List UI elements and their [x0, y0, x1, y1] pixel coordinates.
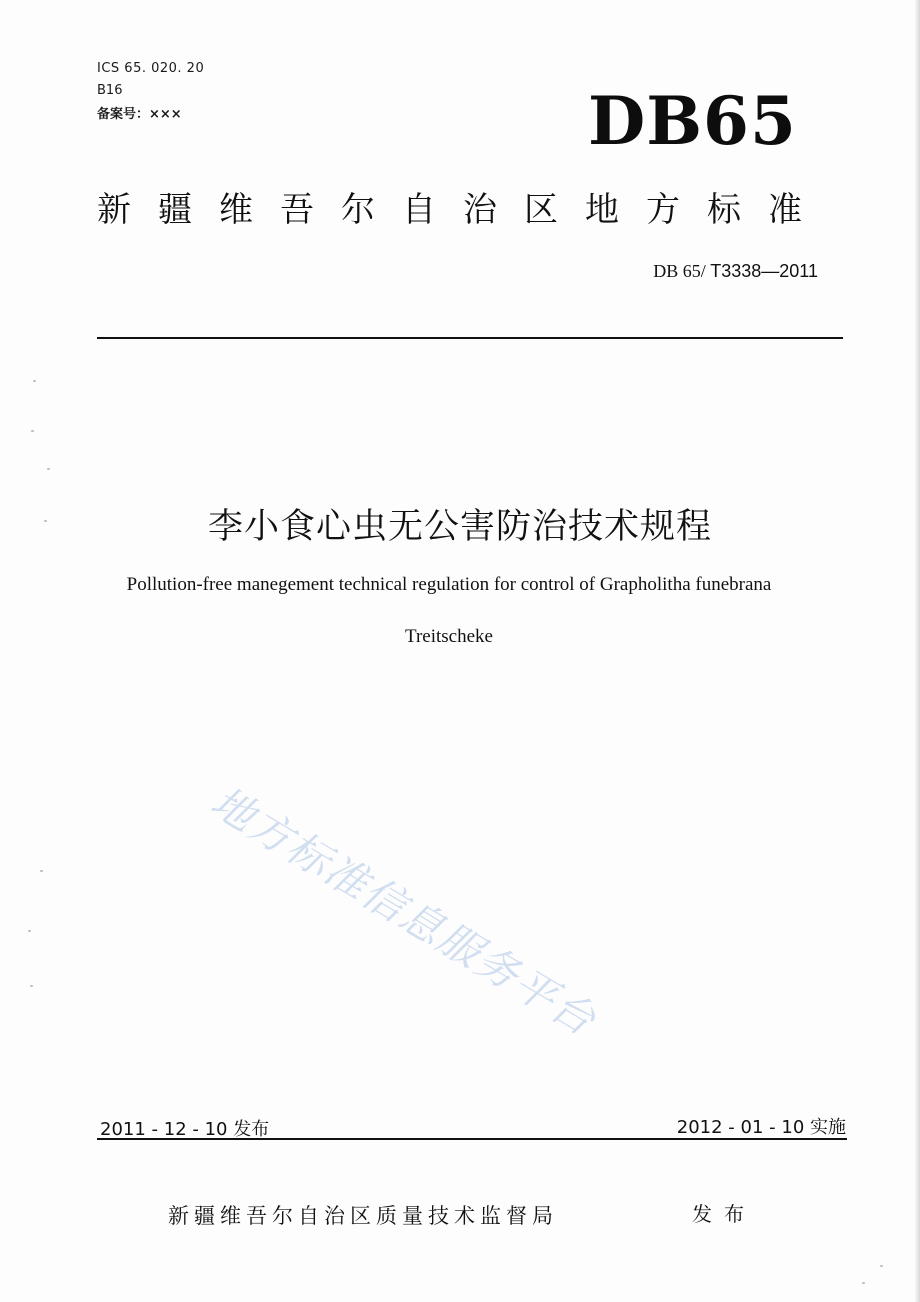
standard-logo: DB65: [588, 82, 797, 160]
bottom-divider: [97, 1138, 847, 1140]
scan-speck: [880, 1265, 883, 1267]
issue-action: 发布: [692, 1202, 756, 1226]
ics-code: ICS 65. 020. 20: [97, 61, 205, 76]
standard-number: [653, 261, 818, 282]
classification-code: B16: [97, 83, 123, 98]
record-number: 备案号：×××: [97, 107, 182, 122]
top-divider: [97, 337, 843, 339]
standard-number-prefix: DB 65/: [653, 261, 711, 281]
scan-speck: [40, 870, 43, 872]
issue-date: 2011 - 12 - 10 发布: [100, 1119, 270, 1140]
document-title-en-line2: Treitscheke: [405, 626, 493, 647]
standard-number-code: T3338—2011: [710, 261, 818, 281]
scan-speck: [44, 520, 47, 522]
issuing-authority: 新疆维吾尔自治区质量技术监督局: [168, 1204, 558, 1228]
watermark: 地方标准信息服务平台: [202, 776, 606, 1046]
document-title-zh: 李小食心虫无公害防治技术规程: [207, 507, 712, 547]
implementation-date: 2012 - 01 - 10 实施: [676, 1117, 846, 1138]
scan-speck: [28, 930, 31, 932]
document-title-en-line1: Pollution-free manegement technical regulation for control of Grapholitha funebrana: [126, 574, 772, 595]
scan-speck: [862, 1282, 865, 1284]
scan-edge-shadow: [914, 0, 920, 1302]
scan-speck: [47, 468, 50, 470]
standard-type-title: 新疆维吾尔自治区地方标准: [97, 190, 829, 230]
scan-speck: [31, 430, 34, 432]
scan-speck: [30, 985, 33, 987]
scan-speck: [33, 380, 36, 382]
